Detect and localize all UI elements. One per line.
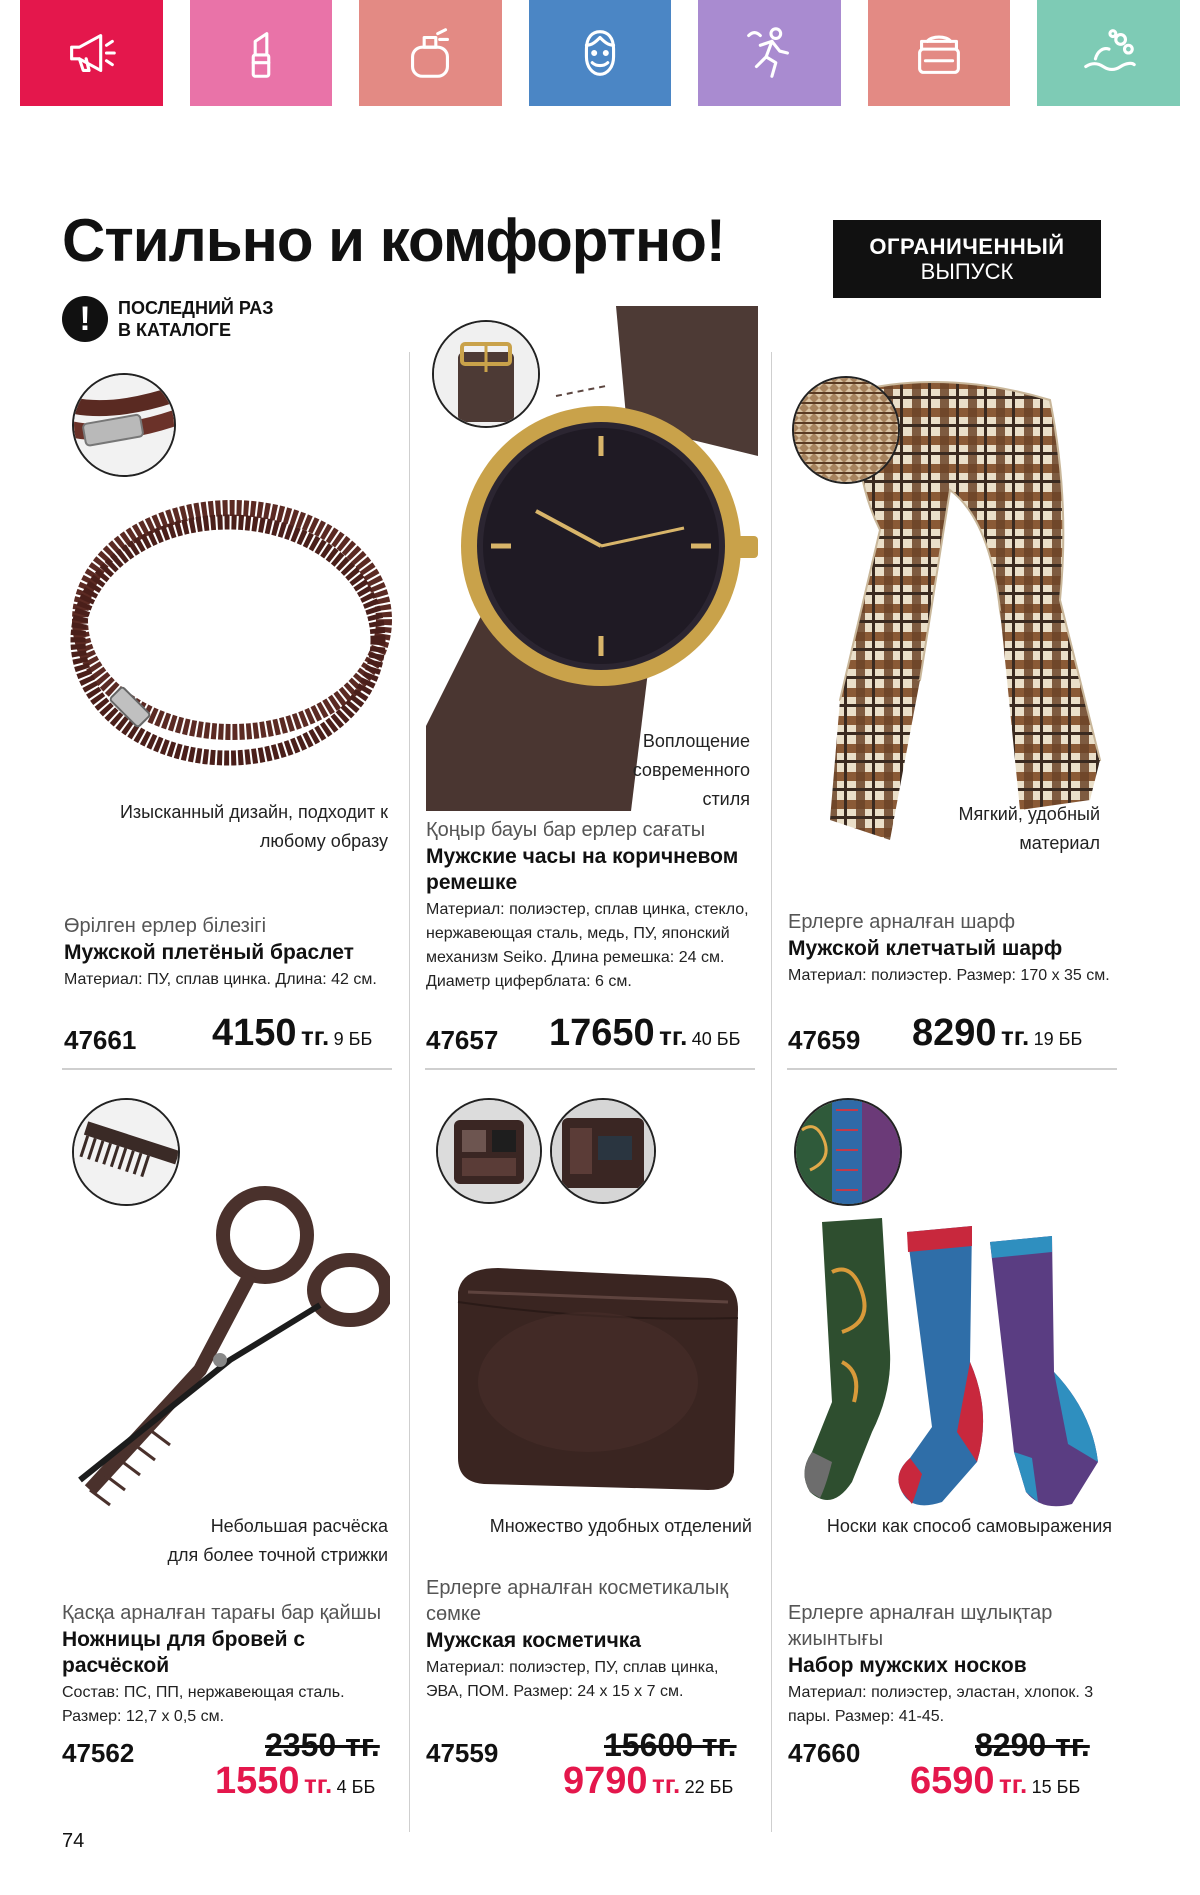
product-scissors — [62, 1600, 394, 1729]
product-code: 47659 — [788, 1025, 861, 1055]
sale-price: 9790 тг. 22 ББ — [563, 1760, 734, 1802]
product-name-ru: Мужские часы на коричневом ремешке — [426, 845, 739, 894]
product-code: 47562 — [62, 1738, 135, 1768]
product-bracelet — [64, 913, 396, 992]
product-name-ru: Мужской плетёный браслет — [64, 941, 354, 964]
product-name-ru: Ножницы для бровей с расчёской — [62, 1628, 305, 1677]
watch-caption: Воплощение современного стиля — [632, 731, 750, 809]
limited-edition-badge: ОГРАНИЧЕННЫЙ ВЫПУСК — [833, 220, 1101, 298]
product-price: 4150 тг. 9 ББ — [212, 1012, 373, 1054]
watch-strap-thumbnail — [432, 320, 540, 428]
tab-men[interactable] — [529, 0, 672, 106]
bag-compartment-thumbnail — [550, 1098, 656, 1204]
tab-makeup[interactable] — [190, 0, 333, 106]
bracelet-caption: Изысканный дизайн, подходит к любому образу — [119, 802, 388, 851]
scarf-caption: Мягкий, удобный материал — [958, 804, 1100, 853]
product-description: Материал: ПУ, сплав цинка. Длина: 42 см. — [64, 971, 377, 988]
old-price: 15600 тг. — [604, 1727, 737, 1763]
scissors-image — [60, 1180, 390, 1520]
product-socks — [788, 1600, 1120, 1729]
product-name-kz: Қоңыр бауы бар ерлер сағаты — [426, 819, 706, 841]
column-divider — [771, 352, 772, 1832]
product-name-ru: Набор мужских носков — [788, 1654, 1027, 1677]
cream-jar-icon — [908, 22, 970, 84]
product-description: Материал: полиэстер, сплав цинка, стекло, нержавеющая сталь, медь, ПУ, японский механизм Seiko. Длина ремешка: 24 см. Диаметр циферблата: 6 см. — [426, 901, 749, 990]
product-code: 47657 — [426, 1025, 499, 1055]
product-name-kz: Ерлерге арналған шұлықтар жиынтығы — [788, 1602, 1053, 1650]
socks-pattern-thumbnail — [794, 1098, 902, 1206]
tab-sport[interactable] — [698, 0, 841, 106]
sale-price: 1550 тг. 4 ББ — [215, 1760, 376, 1802]
product-name-ru: Мужская косметичка — [426, 1629, 641, 1652]
exclamation-icon: ! — [62, 296, 108, 342]
page-number: 74 — [62, 1830, 85, 1852]
column-divider — [409, 352, 410, 1832]
category-tabs — [20, 0, 1180, 106]
bag-interior-thumbnail — [436, 1098, 542, 1204]
product-price: 17650 тг. 40 ББ — [549, 1012, 741, 1054]
tab-fragrance[interactable] — [359, 0, 502, 106]
perfume-icon — [399, 22, 461, 84]
socks-caption: Носки как способ самовыражения — [826, 1516, 1112, 1536]
page-title: Стильно и комфортно! — [62, 207, 725, 274]
tab-promotions[interactable] — [20, 0, 163, 106]
row-divider — [787, 1068, 1117, 1070]
product-name-ru: Мужской клетчатый шарф — [788, 937, 1063, 960]
product-name-kz: Қасқа арналған тарағы бар қайшы — [62, 1602, 382, 1624]
socks-image — [792, 1212, 1122, 1512]
bracelet-detail-thumbnail — [72, 373, 176, 477]
product-code: 47661 — [64, 1025, 137, 1055]
product-price: 8290 тг. 19 ББ — [912, 1012, 1083, 1054]
tab-care[interactable] — [868, 0, 1011, 106]
sport-icon — [739, 22, 801, 84]
lipstick-icon — [230, 22, 292, 84]
bracelet-image — [60, 470, 405, 790]
man-face-icon — [569, 22, 631, 84]
scarf-texture-thumbnail — [792, 376, 900, 484]
cosmetic-bag-image — [438, 1262, 754, 1494]
sale-price: 6590 тг. 15 ББ — [910, 1760, 1081, 1802]
scissors-caption: Небольшая расчёска для более точной стрижки — [167, 1516, 388, 1565]
product-watch — [426, 817, 758, 994]
product-description: Материал: полиэстер, ПУ, сплав цинка, ЭВА, ПОМ. Размер: 24 x 15 x 7 см. — [426, 1659, 719, 1700]
product-name-kz: Ерлерге арналған косметикалық сөмке — [426, 1577, 729, 1625]
product-description: Материал: полиэстер, эластан, хлопок. 3 пары. Размер: 41-45. — [788, 1684, 1094, 1725]
product-cosmetic-bag — [426, 1575, 758, 1704]
product-code: 47559 — [426, 1738, 499, 1768]
bath-icon — [1078, 22, 1140, 84]
tab-bath[interactable] — [1037, 0, 1180, 106]
product-code: 47660 — [788, 1738, 861, 1768]
old-price: 8290 тг. — [975, 1727, 1090, 1763]
row-divider — [425, 1068, 755, 1070]
bag-caption: Множество удобных отделений — [489, 1516, 752, 1536]
old-price: 2350 тг. — [265, 1727, 380, 1763]
product-name-kz: Ерлерге арналған шарф — [788, 911, 1016, 933]
product-scarf — [788, 909, 1120, 988]
megaphone-icon — [60, 22, 122, 84]
product-description: Материал: полиэстер. Размер: 170 x 35 см. — [788, 967, 1110, 984]
row-divider — [62, 1068, 392, 1070]
last-time-badge: ! ПОСЛЕДНИЙ РАЗ В КАТАЛОГЕ — [62, 296, 274, 342]
product-name-kz: Өрілген ерлер білезігі — [64, 915, 267, 937]
product-description: Состав: ПС, ПП, нержавеющая сталь. Размер: 12,7 x 0,5 см. — [62, 1684, 345, 1725]
